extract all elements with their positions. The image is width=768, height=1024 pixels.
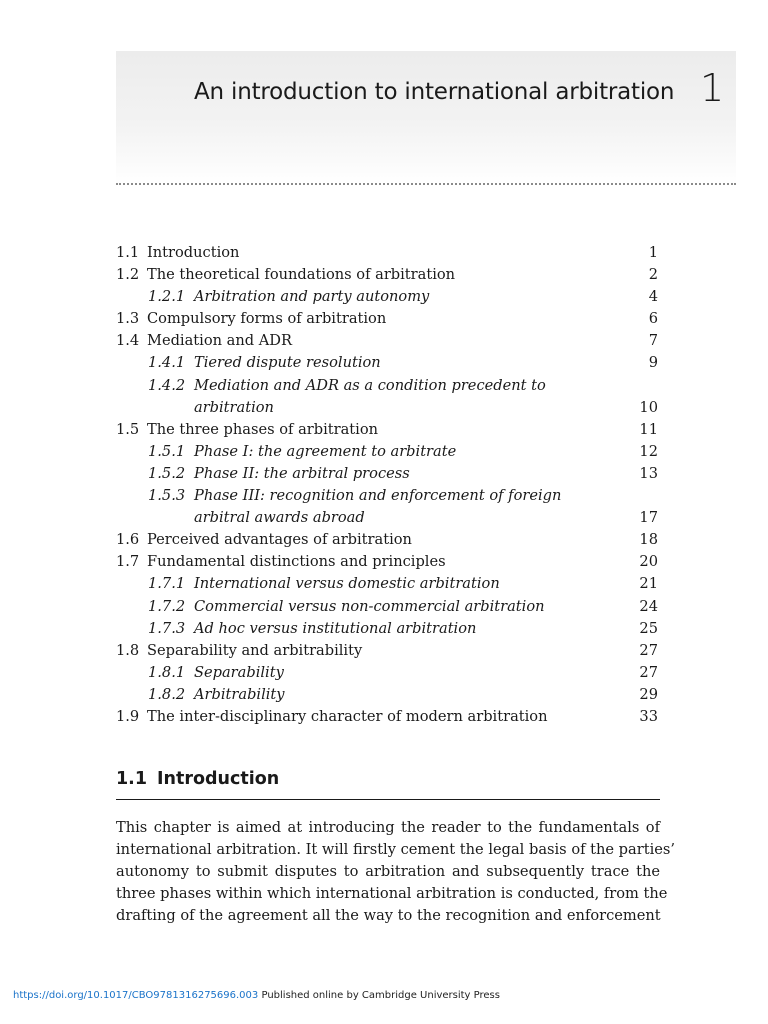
- toc-entry[interactable]: [116, 684, 660, 706]
- toc-entry-page: 7: [648, 332, 658, 350]
- toc-entry-page: 10: [639, 398, 658, 416]
- toc-entry-title: arbitral awards abroad: [194, 509, 365, 527]
- toc-entry-number: 1.5.1: [148, 442, 186, 460]
- toc-entry-title: Separability and arbitrability: [147, 641, 363, 659]
- toc-entry[interactable]: [116, 330, 660, 352]
- toc-entry-title: International versus domestic arbitration: [194, 575, 500, 593]
- footer-publisher-text: Published online by Cambridge University Press: [261, 990, 500, 1001]
- toc-entry-number: 1.2: [116, 266, 140, 284]
- toc-entry[interactable]: [116, 507, 660, 529]
- toc-entry[interactable]: [116, 596, 660, 618]
- toc-entry-title: Phase I: the agreement to arbitrate: [194, 442, 457, 460]
- toc-entry-page: 17: [639, 509, 658, 527]
- toc-entry-number: 1.8.2: [148, 685, 186, 703]
- toc-entry-number: 1.8.1: [148, 663, 186, 681]
- header-dotted-rule: [116, 183, 736, 185]
- toc-entry[interactable]: [116, 463, 660, 485]
- body-paragraph: [116, 817, 675, 927]
- toc-entry-page: 1: [648, 244, 658, 261]
- toc-entry-number: 1.7: [116, 553, 140, 571]
- toc-entry[interactable]: [116, 308, 660, 330]
- toc-entry-title: Mediation and ADR: [147, 332, 292, 350]
- toc-entry-number: 1.8: [116, 641, 140, 659]
- chapter-title: An introduction to international arbitration: [194, 79, 675, 105]
- toc-entry-title: Fundamental distinctions and principles: [147, 553, 446, 571]
- toc-entry-page: 25: [639, 619, 658, 637]
- toc-entry-page: 18: [639, 531, 658, 549]
- toc-entry-title: Mediation and ADR as a condition precedent to: [194, 376, 546, 394]
- toc-entry-title: Phase III: recognition and enforcement of foreign: [194, 487, 562, 505]
- toc-entry[interactable]: [116, 441, 660, 463]
- toc-entry-number: 1.5.2: [148, 464, 186, 482]
- toc-entry[interactable]: [116, 286, 660, 308]
- toc-entry-page: 2: [648, 266, 658, 284]
- toc-entry[interactable]: [116, 419, 660, 441]
- toc-entry-page: 21: [639, 575, 658, 593]
- toc-entry[interactable]: [116, 640, 660, 662]
- toc-entry-title: Tiered dispute resolution: [194, 354, 381, 372]
- table-of-contents: [116, 242, 660, 728]
- toc-entry[interactable]: [116, 706, 660, 728]
- toc-entry-number: 1.9: [116, 707, 140, 725]
- toc-entry[interactable]: [116, 242, 660, 264]
- toc-entry[interactable]: [116, 529, 660, 551]
- toc-entry-page: 11: [639, 420, 658, 438]
- toc-entry-page: 27: [639, 641, 658, 659]
- toc-entry-page: 6: [648, 310, 658, 328]
- toc-entry-number: 1.3: [116, 310, 140, 328]
- toc-entry-page: 9: [648, 354, 658, 372]
- page-footer: [13, 990, 500, 1001]
- toc-entry-number: 1.6: [116, 531, 140, 549]
- toc-entry[interactable]: [116, 397, 660, 419]
- toc-entry-number: 1.5: [116, 420, 140, 438]
- body-line: This chapter is aimed at introducing the reader to the fundamentals of: [116, 819, 660, 836]
- toc-entry-title: The inter-disciplinary character of modern arbitration: [147, 707, 548, 725]
- toc-entry-number: 1.4.1: [148, 354, 186, 372]
- toc-entry-number: 1.7.2: [148, 597, 186, 615]
- body-line: three phases within which international arbitration is conducted, from the: [116, 885, 668, 903]
- chapter-header-band: [116, 51, 736, 185]
- section-title: Introduction: [157, 769, 280, 789]
- toc-entry[interactable]: [116, 662, 660, 684]
- body-line: international arbitration. It will firstly cement the legal basis of the parties’: [116, 841, 675, 859]
- toc-entry-number: 1.1: [116, 244, 140, 261]
- toc-entry-title: Introduction: [147, 244, 240, 261]
- toc-entry-page: 13: [639, 464, 658, 482]
- toc-entry-title: arbitration: [194, 398, 274, 416]
- toc-entry-title: Phase II: the arbitral process: [194, 464, 410, 482]
- toc-entry[interactable]: [116, 375, 660, 397]
- toc-entry[interactable]: [116, 485, 660, 507]
- toc-entry-title: Arbitrability: [194, 685, 285, 703]
- toc-entry-page: 24: [639, 597, 658, 615]
- toc-entry-page: 29: [639, 685, 658, 703]
- toc-entry-page: 12: [639, 442, 658, 460]
- section-number: 1.1: [116, 769, 148, 789]
- chapter-number: 1: [700, 66, 725, 110]
- body-line: autonomy to submit disputes to arbitration and subsequently trace the: [116, 863, 660, 881]
- toc-entry-title: Commercial versus non-commercial arbitration: [194, 597, 545, 615]
- toc-entry-title: Ad hoc versus institutional arbitration: [194, 619, 477, 637]
- doi-link[interactable]: https://doi.org/10.1017/CBO9781316275696.003: [13, 990, 259, 1001]
- toc-entry-number: 1.7.1: [148, 575, 186, 593]
- section-rule: [116, 799, 660, 800]
- toc-entry-number: 1.4.2: [148, 376, 186, 394]
- toc-entry-title: Perceived advantages of arbitration: [147, 531, 412, 549]
- toc-entry-number: 1.2.1: [148, 288, 186, 306]
- toc-entry-page: 27: [639, 663, 658, 681]
- toc-entry-title: The three phases of arbitration: [147, 420, 379, 438]
- toc-entry[interactable]: [116, 573, 660, 595]
- toc-entry-page: 33: [639, 707, 658, 725]
- toc-entry-title: Separability: [194, 663, 284, 681]
- section-heading: [116, 769, 279, 789]
- toc-entry-title: The theoretical foundations of arbitration: [147, 266, 456, 284]
- toc-entry-title: Compulsory forms of arbitration: [147, 310, 387, 328]
- toc-entry[interactable]: [116, 618, 660, 640]
- toc-entry[interactable]: [116, 551, 660, 573]
- toc-entry-title: Arbitration and party autonomy: [194, 288, 430, 306]
- body-line: drafting of the agreement all the way to the recognition and enforcement: [116, 907, 661, 925]
- toc-entry[interactable]: [116, 352, 660, 374]
- toc-entry[interactable]: [116, 264, 660, 286]
- toc-entry-number: 1.7.3: [148, 619, 186, 637]
- toc-entry-number: 1.5.3: [148, 487, 186, 505]
- toc-entry-page: 4: [648, 288, 658, 306]
- toc-entry-page: 20: [639, 553, 658, 571]
- toc-entry-number: 1.4: [116, 332, 140, 350]
